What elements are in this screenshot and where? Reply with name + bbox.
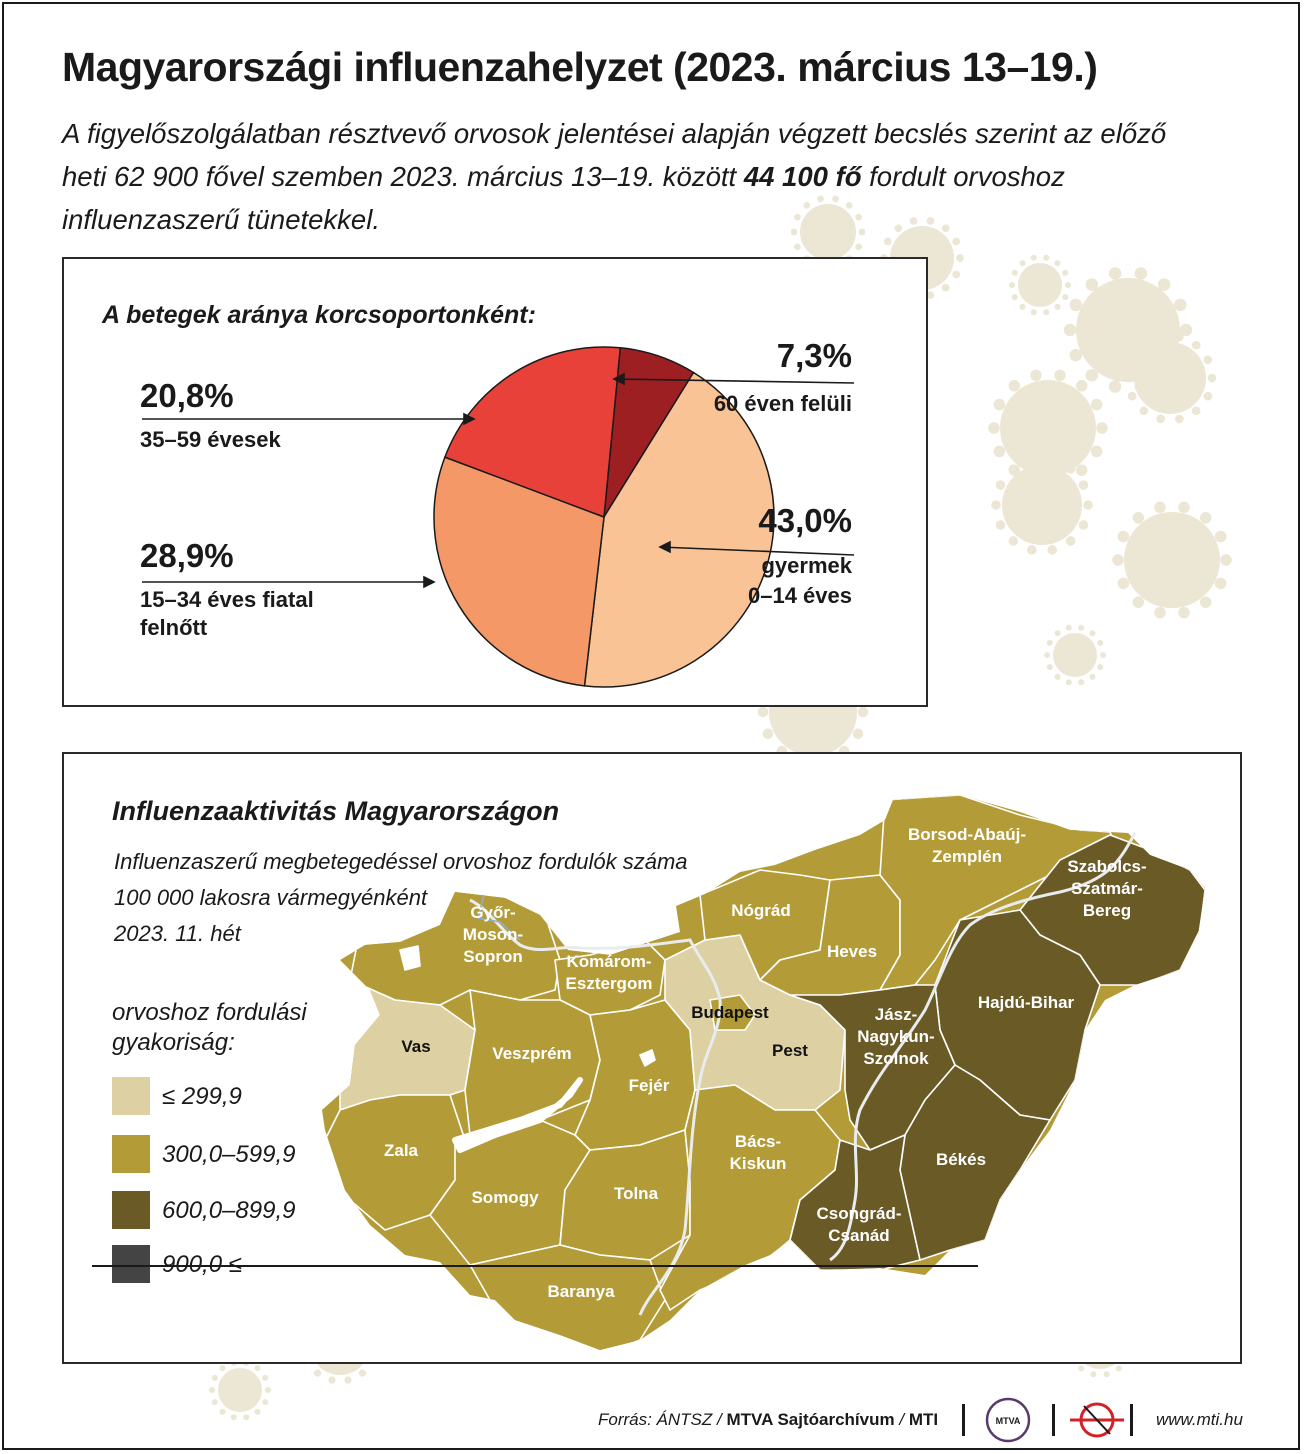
county-label: Veszprém bbox=[492, 1044, 572, 1063]
legend-label-very-high: 900,0 ≤ bbox=[162, 1251, 242, 1278]
source-separator: / bbox=[899, 1410, 905, 1429]
slice-label-15-34-pct: 28,9% bbox=[140, 537, 234, 574]
slice-label-0-14-line1: gyermek bbox=[761, 553, 852, 578]
slice-label-15-34-line1: 15–34 éves fiatal bbox=[140, 587, 314, 612]
lead-line-3: influenzaszerű tünetekkel. bbox=[62, 204, 380, 235]
slice-label-0-14-pct: 43,0% bbox=[758, 502, 852, 539]
county-label: Győr-Moson-Sopron bbox=[462, 903, 524, 966]
county-label: Borsod-Abaúj-Zemplén bbox=[907, 825, 1027, 866]
footer-separator bbox=[1130, 1404, 1133, 1436]
map-title: Influenzaaktivitás Magyarországon bbox=[112, 796, 560, 826]
county-győr-moson-sopron bbox=[350, 880, 560, 1005]
source-mti: MTI bbox=[908, 1410, 939, 1429]
legend-swatch-very-high bbox=[112, 1245, 150, 1283]
county-label: Nógrád bbox=[731, 901, 791, 920]
county-label: Budapest bbox=[691, 1003, 769, 1022]
legend-title bbox=[112, 998, 307, 1058]
pie-chart-title: A betegek aránya korcsoportonként: bbox=[102, 301, 536, 329]
county-label: Hajdú-Bihar bbox=[977, 993, 1075, 1012]
slice-label-35-59-pct: 20,8% bbox=[140, 377, 234, 414]
lead-line-2-pre: heti 62 900 fővel szemben 2023. március 13–19. között bbox=[62, 161, 737, 192]
page-title: Magyarországi influenzahelyzet (2023. március 13–19.) bbox=[62, 44, 1098, 90]
map-subtitle-line3: 2023. 11. hét bbox=[114, 921, 241, 946]
county-label: Zala bbox=[383, 1141, 419, 1160]
mti-logo-icon bbox=[1068, 1398, 1126, 1442]
lead-highlight: 44 100 fő bbox=[743, 161, 862, 192]
footer-separator bbox=[962, 1404, 965, 1436]
legend-swatch-low bbox=[112, 1077, 150, 1115]
slice-label-60plus-pct: 7,3% bbox=[776, 337, 852, 374]
legend-title-line1: orvoshoz fordulási bbox=[112, 999, 307, 1026]
footer-separator bbox=[1052, 1404, 1055, 1436]
mtva-logo-icon bbox=[985, 1397, 1031, 1443]
slice-label-35-59: 35–59 évesek bbox=[140, 427, 281, 452]
county-label: Jász-Nagykun-Szolnok bbox=[857, 1005, 935, 1068]
legend-label-low: ≤ 299,9 bbox=[162, 1083, 242, 1110]
legend-swatch-high bbox=[112, 1191, 150, 1229]
source-archive: MTVA Sajtóarchívum bbox=[726, 1410, 895, 1429]
county-label: Csongrád-Csanád bbox=[816, 1204, 902, 1245]
map-subtitle-line2: 100 000 lakosra vármegyénként bbox=[114, 885, 428, 910]
legend-label-high: 600,0–899,9 bbox=[162, 1197, 296, 1224]
legend-label-medium: 300,0–599,9 bbox=[162, 1141, 296, 1168]
county-label: Vas bbox=[401, 1037, 431, 1056]
lead-line-2-post: fordult orvoshoz bbox=[869, 161, 1065, 192]
county-label: Bács-Kiskun bbox=[729, 1132, 787, 1173]
source-credit bbox=[598, 1410, 938, 1430]
county-label: Békés bbox=[935, 1150, 987, 1169]
mtva-logo-text: MTVA bbox=[995, 1416, 1021, 1426]
county-label: Szabolcs-Szatmár-Bereg bbox=[1067, 857, 1147, 920]
website-url: www.mti.hu bbox=[1156, 1410, 1243, 1429]
county-label: Komárom-Esztergom bbox=[565, 952, 653, 993]
county-label: Pest bbox=[772, 1041, 808, 1060]
legend-title-line2: gyakoriság: bbox=[112, 1029, 235, 1056]
county-label: Somogy bbox=[471, 1188, 539, 1207]
county-label: Fejér bbox=[628, 1076, 670, 1095]
lead-line-1: A figyelőszolgálatban résztvevő orvosok jelentései alapján végzett becslés szerint az előző bbox=[62, 118, 1167, 149]
source-prefix: Forrás: ÁNTSZ / bbox=[598, 1410, 722, 1429]
county-label: Heves bbox=[826, 942, 878, 961]
legend-swatch-medium bbox=[112, 1135, 150, 1173]
slice-label-0-14-line2: 0–14 éves bbox=[748, 583, 852, 608]
map-subtitle-line1: Influenzaszerű megbetegedéssel orvoshoz fordulók száma bbox=[114, 849, 688, 874]
county-label: Tolna bbox=[613, 1184, 659, 1203]
county-label: Baranya bbox=[547, 1282, 615, 1301]
slice-label-15-34-line2: felnőtt bbox=[140, 615, 208, 640]
slice-label-60plus: 60 éven felüli bbox=[713, 391, 852, 416]
